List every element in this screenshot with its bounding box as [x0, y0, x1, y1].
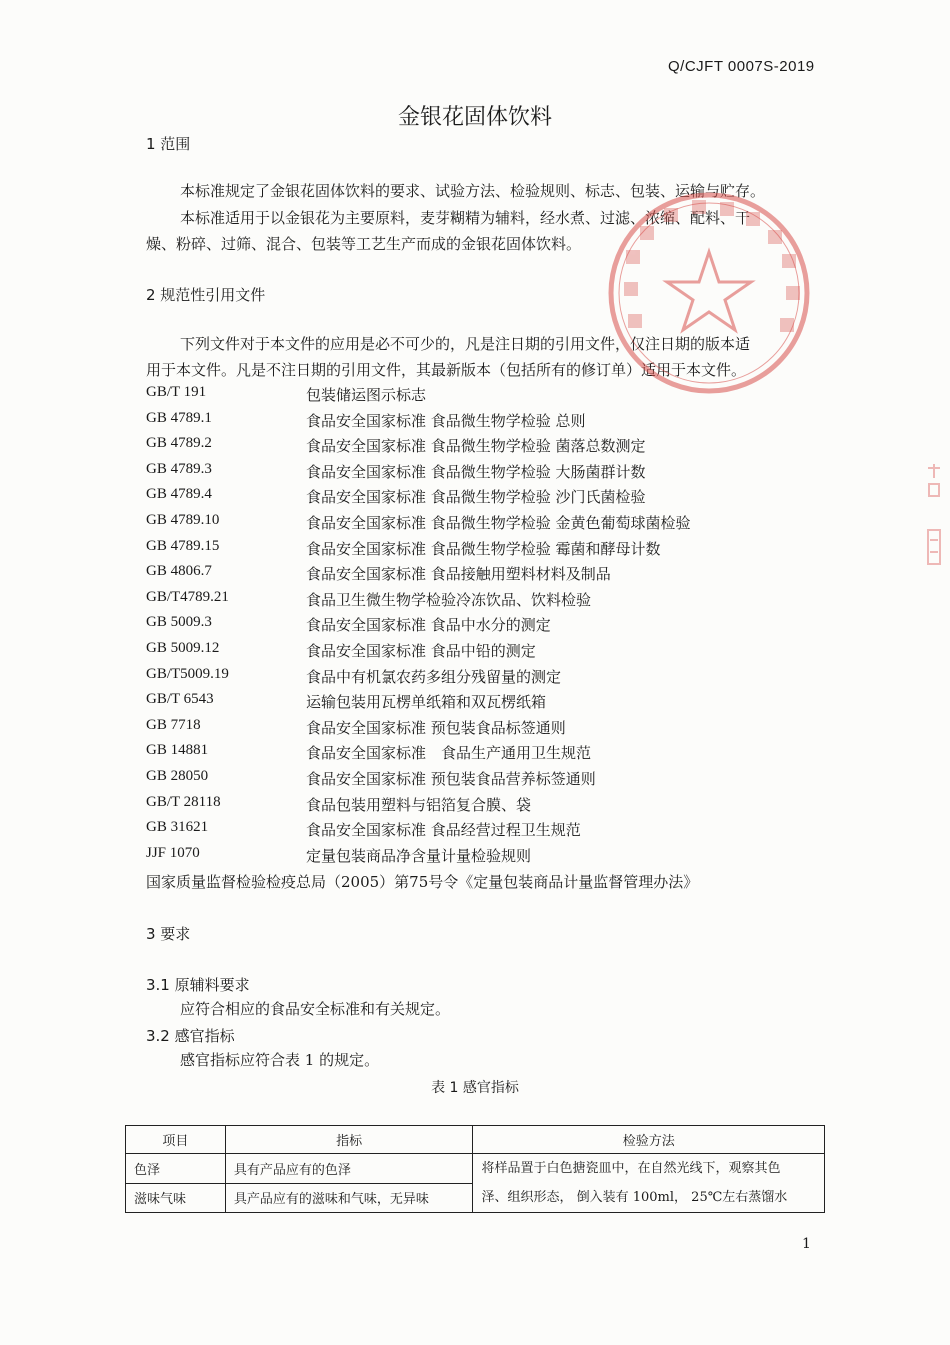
refs-footer-line: 国家质量监督检验检疫总局（2005）第75号令《定量包装商品计量监督管理办法》 [146, 873, 699, 891]
table-cell-indicator: 具有产品应有的色泽 [225, 1154, 473, 1184]
reference-title: 食品卫生微生物学检验冷冻饮品、饮料检验 [306, 590, 592, 609]
reference-title: 食品包装用塑料与铝箔复合膜、袋 [306, 795, 532, 814]
table-header-row [126, 1126, 825, 1154]
sensory-table [125, 1125, 825, 1213]
reference-title: 食品安全国家标准 食品微生物学检验 菌落总数测定 [306, 437, 646, 456]
reference-title: 食品安全国家标准 食品生产通用卫生规范 [306, 744, 592, 763]
reference-code: GB/T 28118 [146, 793, 221, 810]
section-3-1-text: 应符合相应的食品安全标准和有关规定。 [180, 1000, 451, 1018]
section-3-heading: 3 要求 [146, 925, 191, 943]
refs-intro-line-1: 下列文件对于本文件的应用是必不可少的，凡是注日期的引用文件，仅注日期的版本适 [180, 335, 751, 353]
section-2-heading: 2 规范性引用文件 [146, 286, 266, 304]
section-3-2-text: 感官指标应符合表 1 的规定。 [180, 1051, 380, 1069]
page-number: 1 [802, 1236, 811, 1252]
reference-title: 运输包装用瓦楞单纸箱和双瓦楞纸箱 [306, 693, 547, 712]
reference-code: GB 4789.1 [146, 409, 212, 426]
reference-code: JJF 1070 [146, 844, 200, 861]
reference-title: 食品安全国家标准 食品微生物学检验 大肠菌群计数 [306, 462, 646, 481]
reference-code: GB 31621 [146, 819, 209, 836]
edge-stamp-mark [926, 460, 942, 570]
reference-title: 食品安全国家标准 预包装食品营养标签通则 [306, 770, 596, 788]
reference-code: GB 5009.3 [146, 614, 212, 631]
document-code: Q/CJFT 0007S-2019 [668, 58, 815, 75]
reference-title: 食品安全国家标准 食品微生物学检验 金黄色葡萄球菌检验 [306, 514, 691, 532]
scope-line-3: 燥、粉碎、过筛、混合、包装等工艺生产而成的金银花固体饮料。 [146, 235, 582, 253]
table-caption: 表 1 感官指标 [431, 1080, 519, 1096]
reference-code: GB/T5009.19 [146, 665, 229, 682]
reference-title: 食品安全国家标准 预包装食品标签通则 [306, 718, 566, 737]
reference-code: GB 7718 [146, 716, 201, 733]
reference-code: GB 14881 [146, 742, 209, 759]
section-3-2-heading: 3.2 感官指标 [146, 1027, 235, 1045]
reference-title: 食品中有机氯农药多组分残留量的测定 [306, 667, 562, 686]
table-cell-indicator: 具产品应有的滋味和气味，无异味 [225, 1183, 473, 1213]
reference-title: 食品安全国家标准 食品经营过程卫生规范 [306, 821, 581, 840]
section-3-1-heading: 3.1 原辅料要求 [146, 976, 250, 994]
reference-title: 食品安全国家标准 食品微生物学检验 霉菌和酵母计数 [306, 539, 661, 558]
refs-intro-line-2: 用于本文件。凡是不注日期的引用文件，其最新版本（包括所有的修订单）适用于本文件。 [146, 361, 747, 379]
table-header-cell: 指标 [225, 1126, 473, 1154]
reference-code: GB/T 6543 [146, 691, 214, 708]
reference-code: GB 28050 [146, 768, 209, 784]
reference-title: 定量包装商品净含量计量检验规则 [306, 846, 532, 865]
reference-code: GB/T4789.21 [146, 588, 229, 605]
reference-title: 食品安全国家标准 食品中铅的测定 [306, 642, 536, 660]
document-title: 金银花固体饮料 [397, 105, 552, 130]
reference-title: 食品安全国家标准 食品微生物学检验 总则 [306, 411, 586, 430]
reference-code: GB/T 191 [146, 384, 207, 400]
reference-title: 包装储运图示标志 [306, 386, 427, 404]
table-header-cell: 检验方法 [473, 1126, 825, 1154]
method-line-1: 将样品置于白色搪瓷皿中，在自然光线下，观察其色 [481, 1161, 781, 1176]
table-cell-item: 滋味气味 [126, 1183, 226, 1213]
reference-code: GB 4789.4 [146, 486, 212, 503]
table-row [126, 1154, 825, 1184]
company-seal-stamp [606, 190, 812, 396]
reference-title: 食品安全国家标准 食品接触用塑料材料及制品 [306, 565, 611, 584]
reference-title: 食品安全国家标准 食品中水分的测定 [306, 616, 551, 635]
reference-code: GB 4789.3 [146, 460, 212, 477]
table-cell-item: 色泽 [126, 1154, 226, 1184]
reference-code: GB 4789.10 [146, 512, 220, 528]
reference-code: GB 4789.15 [146, 537, 220, 554]
table-header-cell: 项目 [126, 1126, 226, 1154]
reference-code: GB 4806.7 [146, 563, 212, 580]
section-1-heading: 1 范围 [146, 135, 191, 153]
reference-title: 食品安全国家标准 食品微生物学检验 沙门氏菌检验 [306, 488, 646, 507]
method-line-2: 泽、组织形态， 倒入装有 100ml， 25℃左右蒸馏水 [481, 1190, 788, 1205]
table-cell-method [473, 1154, 825, 1213]
reference-code: GB 5009.12 [146, 640, 220, 656]
reference-code: GB 4789.2 [146, 435, 212, 452]
scope-line-2: 本标准适用于以金银花为主要原料，麦芽糊精为辅料，经水煮、过滤、浓缩、配料、干 [180, 209, 751, 227]
scope-line-1: 本标准规定了金银花固体饮料的要求、试验方法、检验规则、标志、包装、运输与贮存。 [180, 182, 766, 200]
